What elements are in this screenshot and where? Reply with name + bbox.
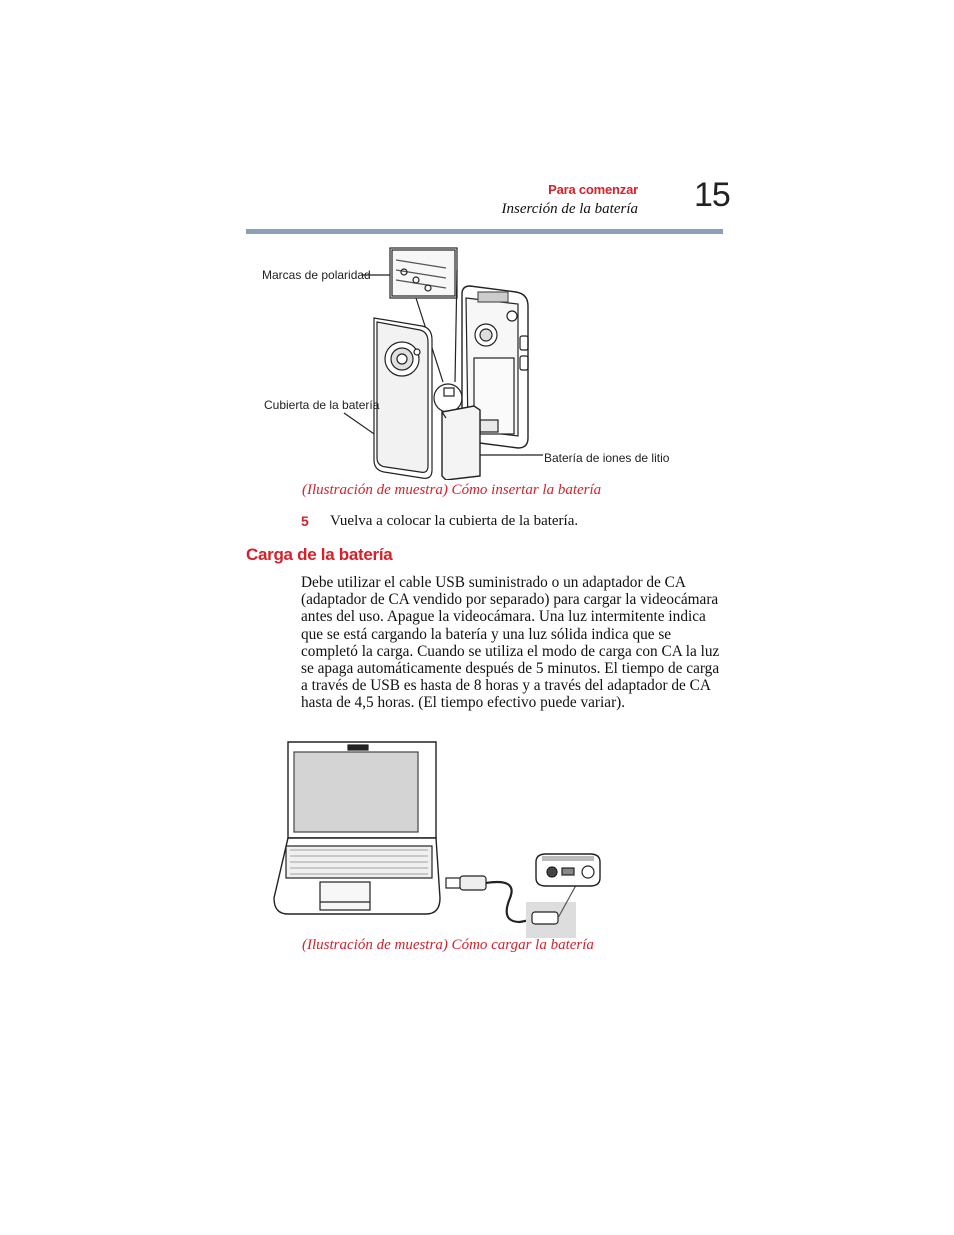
figure1-caption: (Ilustración de muestra) Cómo insertar la batería: [302, 482, 602, 498]
header-subsection-title: Inserción de la batería: [501, 201, 638, 217]
header-section-title: Para comenzar: [548, 182, 638, 197]
step-number: 5: [301, 513, 309, 529]
battery-cover-label: Cubierta de la batería: [264, 398, 380, 412]
section-paragraph: Debe utilizar el cable USB suministrado o un adaptador de CA (adaptador de CA vendido por separado) para cargar la videocámara antes del uso. Apague la videocámara. Una luz intermitente indica que se está cargando la batería y una luz sólida indica que se completó la carga. Cuando se utiliza el modo de carga con CA la luz se apaga automáticamente después de 5 minutos. El tiempo de carga a través de USB es hasta de 8 horas y a través del adaptador de CA hasta de 4,5 horas. (El tiempo efectivo puede variar).: [301, 574, 720, 712]
figure2-caption: (Ilustración de muestra) Cómo cargar la batería: [302, 937, 594, 953]
page-number: 15: [694, 176, 730, 214]
step-text: Vuelva a colocar la cubierta de la batería.: [330, 513, 579, 529]
lithium-ion-battery-label: Batería de iones de litio: [544, 451, 670, 465]
header-rule: [246, 229, 723, 234]
section-title: Carga de la batería: [246, 545, 393, 564]
battery-charging-illustration: [270, 738, 610, 938]
polarity-marks-label: Marcas de polaridad: [262, 268, 371, 282]
